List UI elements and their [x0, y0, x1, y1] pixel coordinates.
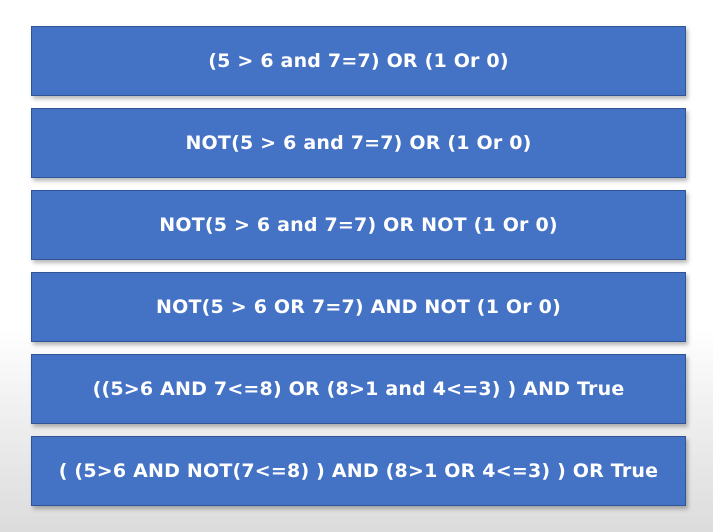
- expression-box: [31, 26, 686, 96]
- expression-text: ( (5>6 AND NOT(7<=8) ) AND (8>1 OR 4<=3) ) OR True: [58, 460, 659, 482]
- expression-box: [31, 108, 686, 178]
- expression-box: [31, 190, 686, 260]
- expression-text: NOT(5 > 6 and 7=7) OR (1 Or 0): [185, 132, 532, 154]
- expression-text: (5 > 6 and 7=7) OR (1 Or 0): [208, 50, 509, 72]
- expression-box: [31, 354, 686, 424]
- expression-text: NOT(5 > 6 and 7=7) OR NOT (1 Or 0): [159, 214, 558, 236]
- expression-text: ((5>6 AND 7<=8) OR (8>1 and 4<=3) ) AND True: [92, 378, 625, 400]
- expression-box: [31, 272, 686, 342]
- expression-box: [31, 436, 686, 506]
- expression-text: NOT(5 > 6 OR 7=7) AND NOT (1 Or 0): [156, 296, 561, 318]
